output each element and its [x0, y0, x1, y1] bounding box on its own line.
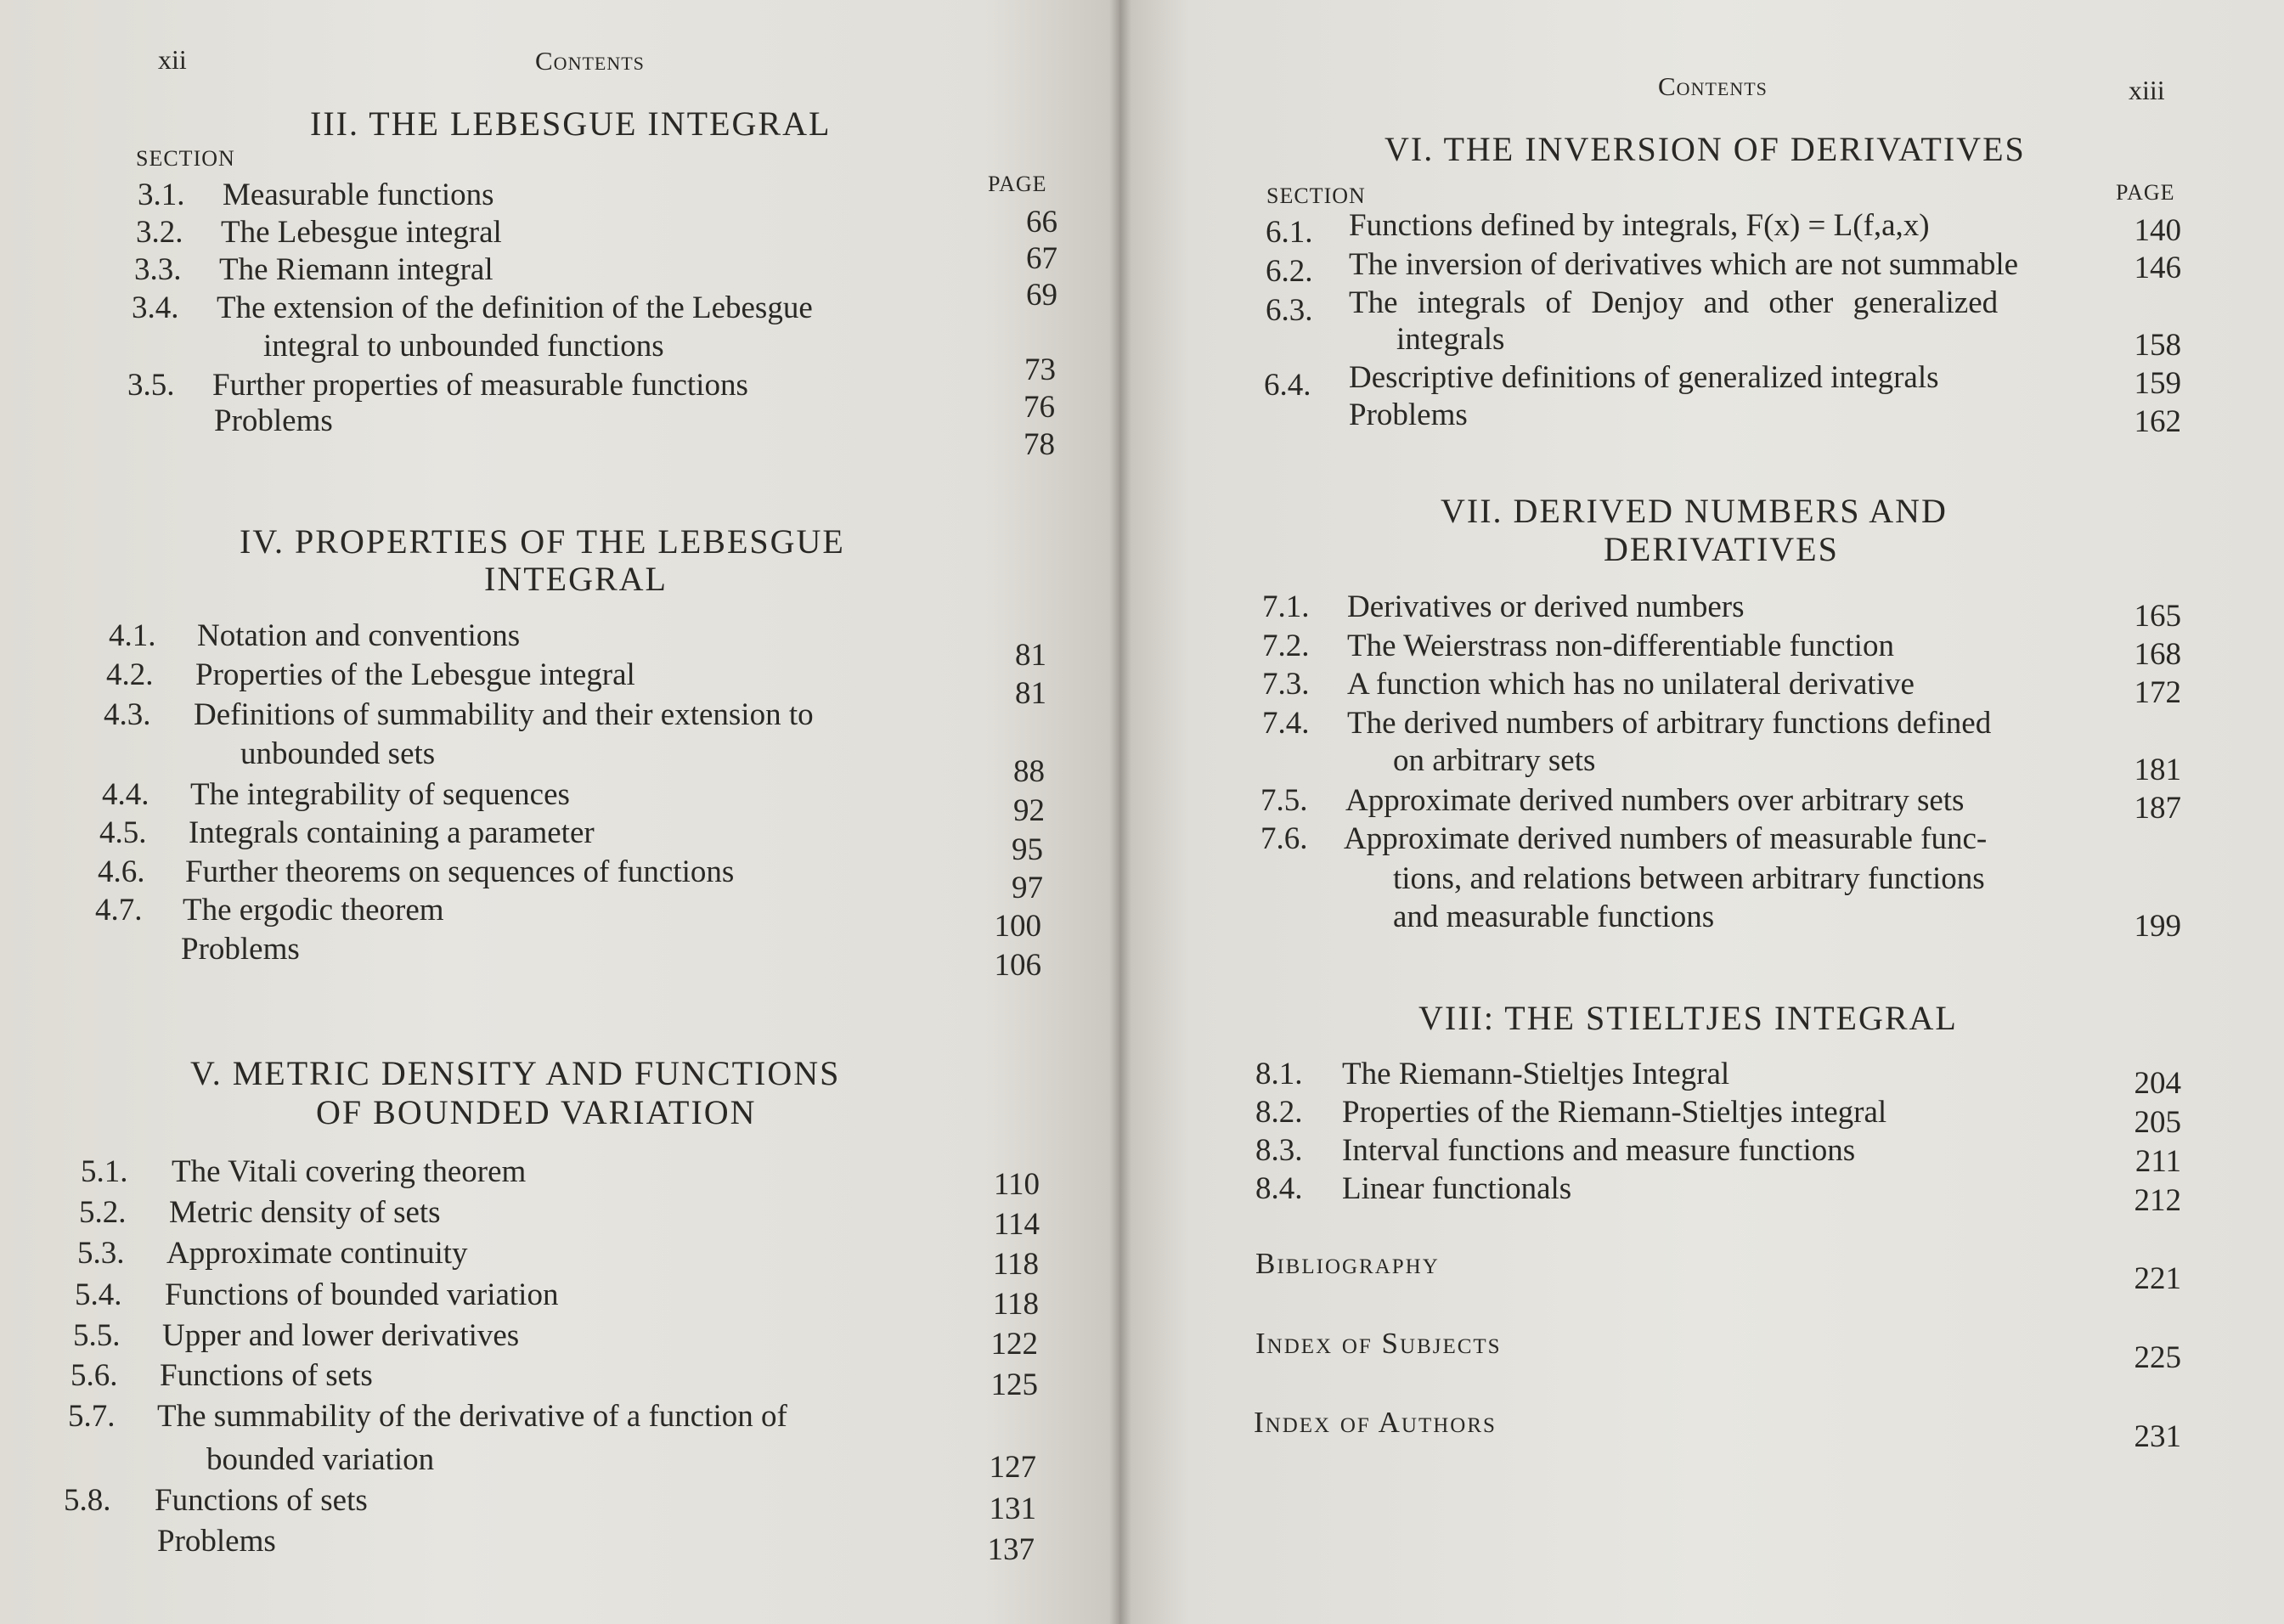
entry-title-continuation: on arbitrary sets [1393, 743, 1596, 778]
chapter-heading-continuation: INTEGRAL [484, 560, 668, 598]
entry-number: 5.8. [64, 1483, 111, 1518]
entry-title: Properties of the Lebesgue integral [195, 657, 635, 692]
entry-title: Functions defined by integrals, F(x) = L(f,a,x) [1349, 208, 1930, 243]
entry-title-continuation: unbounded sets [240, 736, 436, 771]
entry-title: The Riemann-Stieltjes Integral [1342, 1057, 1730, 1091]
entry-page: 118 [992, 1287, 1039, 1322]
entry-title: Approximate derived numbers over arbitrary sets [1345, 783, 1965, 818]
entry-number: 3.1. [138, 178, 185, 212]
entry-number: 7.2. [1262, 629, 1310, 663]
chapter-heading-continuation: DERIVATIVES [1604, 530, 1839, 568]
entry-page: 181 [2134, 753, 2181, 787]
left-page [0, 0, 1119, 1624]
entry-title: Derivatives or derived numbers [1347, 589, 1745, 624]
entry-title: Properties of the Riemann-Stieltjes integral [1342, 1095, 1887, 1130]
entry-page: 110 [993, 1167, 1040, 1202]
entry-title: The integrability of sequences [190, 777, 570, 812]
entry-page: 162 [2134, 404, 2181, 439]
entry-title: The integrals of Denjoy and other generalized [1349, 285, 1999, 320]
entry-page: 168 [2134, 637, 2181, 672]
entry-number: 4.3. [104, 697, 151, 732]
entry-title: Descriptive definitions of generalized integrals [1349, 360, 1939, 395]
entry-page: 231 [2134, 1419, 2181, 1454]
entry-number: 4.6. [98, 854, 145, 889]
entry-title: Approximate derived numbers of measurable func- [1344, 821, 1988, 856]
entry-number: 3.3. [134, 252, 182, 287]
entry-page: 81 [1015, 676, 1046, 711]
entry-title: Further theorems on sequences of functions [185, 854, 735, 889]
chapter-heading: V. METRIC DENSITY AND FUNCTIONS [190, 1054, 841, 1092]
entry-page: 211 [2135, 1144, 2181, 1179]
index-of-authors-entry: Index of Authors [1254, 1406, 1497, 1439]
entry-number: 4.5. [99, 815, 147, 850]
entry-page: 100 [994, 909, 1041, 944]
chapter-heading: IV. PROPERTIES OF THE LEBESGUE [240, 522, 845, 561]
entry-number: 6.1. [1266, 215, 1313, 250]
entry-title: The ergodic theorem [183, 893, 444, 928]
entry-title: Upper and lower derivatives [162, 1318, 520, 1353]
entry-title: The derived numbers of arbitrary functions defined [1347, 706, 1992, 741]
entry-number: 4.4. [102, 777, 149, 812]
entry-page: 205 [2134, 1105, 2181, 1140]
left-running-head: Contents [535, 46, 645, 76]
entry-page: 125 [990, 1367, 1038, 1402]
chapter-heading-continuation: OF BOUNDED VARIATION [316, 1093, 757, 1131]
bibliography-entry: Bibliography [1255, 1247, 1440, 1280]
entry-number: 4.2. [106, 657, 154, 692]
entry-page: 78 [1024, 427, 1055, 462]
entry-number: 3.5. [127, 368, 175, 403]
entry-number: 8.2. [1255, 1095, 1303, 1130]
entry-page: 212 [2134, 1183, 2181, 1218]
entry-page: 81 [1015, 638, 1046, 673]
entry-title: Approximate continuity [166, 1236, 468, 1271]
entry-page: 114 [993, 1207, 1040, 1242]
section-label: SECTION [136, 146, 235, 171]
entry-number: 6.3. [1266, 293, 1313, 328]
entry-page: 73 [1024, 352, 1056, 387]
entry-number: 5.4. [75, 1277, 122, 1312]
entry-page: 137 [987, 1532, 1035, 1567]
entry-title: A function which has no unilateral derivative [1347, 667, 1915, 702]
entry-page: 140 [2134, 213, 2181, 248]
problems-entry: Problems [214, 403, 333, 438]
entry-number: 7.6. [1260, 821, 1308, 856]
chapter-heading: VII. DERIVED NUMBERS AND [1441, 492, 1948, 530]
entry-number: 7.3. [1262, 667, 1310, 702]
entry-page: 131 [989, 1491, 1036, 1526]
book-gutter [1109, 0, 1131, 1624]
entry-title: The Lebesgue integral [221, 215, 502, 250]
entry-number: 4.7. [95, 893, 143, 928]
entry-title: The inversion of derivatives which are not summable [1349, 247, 2019, 282]
chapter-heading: III. THE LEBESGUE INTEGRAL [310, 104, 832, 143]
entry-title: The Vitali covering theorem [172, 1154, 527, 1189]
entry-page: 76 [1024, 390, 1055, 425]
entry-page: 122 [990, 1327, 1038, 1362]
entry-number: 8.4. [1255, 1171, 1303, 1206]
entry-title: Functions of bounded variation [165, 1277, 559, 1312]
entry-title: Metric density of sets [169, 1195, 441, 1230]
entry-page: 97 [1012, 871, 1043, 905]
entry-number: 5.6. [70, 1358, 118, 1393]
entry-title: Interval functions and measure functions [1342, 1133, 1856, 1168]
entry-page: 66 [1026, 205, 1057, 240]
entry-number: 7.5. [1260, 783, 1308, 818]
index-of-subjects-entry: Index of Subjects [1255, 1327, 1502, 1360]
entry-page: 95 [1012, 832, 1043, 867]
problems-entry: Problems [181, 932, 300, 967]
entry-title: The Weierstrass non-differentiable function [1347, 629, 1894, 663]
entry-title-continuation: integral to unbounded functions [263, 329, 664, 364]
right-folio: xiii [2129, 75, 2165, 105]
entry-number: 3.2. [136, 215, 183, 250]
problems-entry: Problems [1349, 398, 1468, 432]
entry-title-continuation: and measurable functions [1393, 899, 1715, 934]
entry-title: Integrals containing a parameter [189, 815, 595, 850]
entry-page: 199 [2134, 909, 2181, 944]
entry-number: 5.3. [77, 1236, 125, 1271]
entry-page: 146 [2134, 251, 2181, 285]
entry-page: 106 [994, 948, 1041, 983]
entry-page: 221 [2134, 1261, 2181, 1296]
page-label: PAGE [2116, 180, 2175, 205]
entry-title: Further properties of measurable functions [212, 368, 748, 403]
entry-number: 5.5. [73, 1318, 121, 1353]
entry-page: 159 [2134, 366, 2181, 401]
entry-title: Measurable functions [223, 178, 494, 212]
problems-entry: Problems [157, 1524, 276, 1559]
entry-number: 6.2. [1266, 254, 1313, 289]
entry-page: 92 [1013, 793, 1045, 828]
entry-number: 8.1. [1255, 1057, 1303, 1091]
entry-page: 69 [1026, 278, 1057, 313]
entry-page: 165 [2134, 599, 2181, 634]
entry-title-continuation: tions, and relations between arbitrary functions [1393, 861, 1985, 896]
entry-number: 5.1. [81, 1154, 128, 1189]
entry-title: The summability of the derivative of a function of [157, 1399, 787, 1434]
entry-title: Notation and conventions [197, 618, 521, 653]
entry-page: 118 [992, 1247, 1039, 1282]
page-label: PAGE [988, 172, 1047, 196]
entry-title: Linear functionals [1342, 1171, 1572, 1206]
left-folio: xii [158, 44, 187, 75]
entry-page: 158 [2134, 328, 2181, 363]
entry-number: 8.3. [1255, 1133, 1303, 1168]
entry-title: The extension of the definition of the Lebesgue [217, 290, 813, 325]
entry-title: The Riemann integral [219, 252, 493, 287]
entry-title-continuation: integrals [1396, 322, 1505, 357]
entry-title: Functions of sets [160, 1358, 373, 1393]
right-page [1119, 0, 2284, 1624]
chapter-heading: VIII: THE STIELTJES INTEGRAL [1418, 999, 1958, 1037]
entry-title: Functions of sets [155, 1483, 368, 1518]
entry-number: 4.1. [109, 618, 156, 653]
entry-number: 5.2. [79, 1195, 127, 1230]
entry-number: 5.7. [68, 1399, 116, 1434]
section-label: SECTION [1266, 183, 1366, 208]
entry-title: Definitions of summability and their extension to [194, 697, 814, 732]
entry-page: 67 [1026, 241, 1057, 276]
entry-title-continuation: bounded variation [206, 1442, 435, 1477]
entry-number: 6.4. [1264, 368, 1311, 403]
chapter-heading: VI. THE INVERSION OF DERIVATIVES [1384, 130, 2026, 168]
entry-number: 7.4. [1262, 706, 1310, 741]
entry-page: 88 [1013, 754, 1045, 789]
entry-page: 127 [989, 1450, 1036, 1485]
entry-number: 3.4. [132, 290, 179, 325]
right-running-head: Contents [1658, 71, 1768, 101]
entry-page: 172 [2134, 675, 2181, 710]
entry-page: 204 [2134, 1066, 2181, 1101]
entry-page: 225 [2134, 1340, 2181, 1375]
entry-number: 7.1. [1262, 589, 1310, 624]
entry-page: 187 [2134, 791, 2181, 826]
